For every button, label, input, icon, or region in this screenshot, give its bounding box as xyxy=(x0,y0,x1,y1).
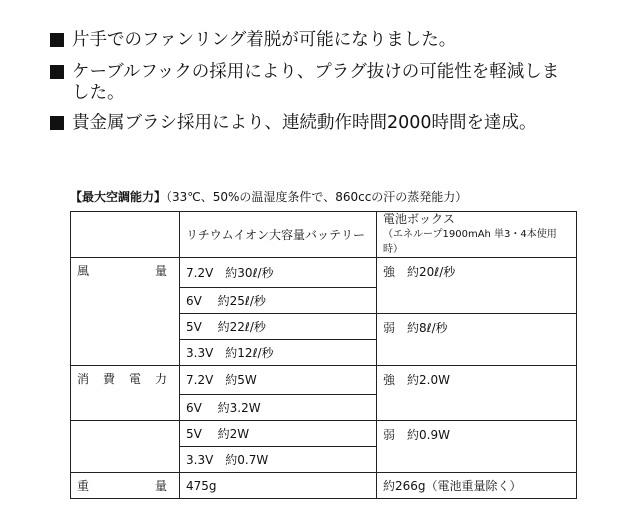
header-battery-box xyxy=(377,212,577,258)
feature-item xyxy=(50,30,630,53)
wind-battery-cell: 6V 約25ℓ/秒 xyxy=(180,287,377,313)
power-label-cell xyxy=(71,421,180,447)
wind-label-cell xyxy=(71,287,180,313)
power-box-cell: 強 約2.0W xyxy=(377,365,577,421)
wind-battery-cell: 3.3V 約12ℓ/秒 xyxy=(180,339,377,365)
weight-box-cell: 約266g（電池重量除く） xyxy=(377,473,577,499)
power-battery-cell: 6V 約3.2W xyxy=(180,395,377,421)
feature-list xyxy=(50,30,630,145)
wind-label: 風 量 xyxy=(77,264,167,278)
feature-text: 貴金属ブラシ採用により、連続動作時間2000時間を達成。 xyxy=(72,113,537,133)
table-row xyxy=(71,421,577,447)
wind-label-cell xyxy=(71,339,180,365)
feature-item xyxy=(50,113,630,136)
power-label-cell xyxy=(71,365,180,395)
weight-label: 重 量 xyxy=(77,479,167,493)
weight-label-cell xyxy=(71,473,180,499)
power-label: 消 費 電 力 xyxy=(77,371,167,386)
square-bullet-icon xyxy=(50,62,72,104)
wind-label-cell xyxy=(71,258,180,288)
feature-item xyxy=(50,62,630,104)
wind-box-cell: 弱 約8ℓ/秒 xyxy=(377,313,577,365)
power-label-cell xyxy=(71,447,180,473)
feature-text: ケーブルフックの採用により、プラグ抜けの可能性を軽減しました。 xyxy=(72,62,560,103)
table-row xyxy=(71,365,577,395)
table-header-row xyxy=(71,212,577,258)
square-bullet-icon xyxy=(50,113,72,136)
header-box-title: 電池ボックス xyxy=(383,212,455,226)
header-battery: リチウムイオン大容量バッテリー xyxy=(180,212,377,258)
table-row xyxy=(71,313,577,339)
wind-battery-cell: 7.2V 約30ℓ/秒 xyxy=(180,258,377,288)
header-box-note: （エネループ1900mAh 単3・4本使用時） xyxy=(383,229,557,255)
power-battery-cell: 5V 約2W xyxy=(180,421,377,447)
feature-text: 片手でのファンリング着脱が可能になりました。 xyxy=(72,30,457,50)
wind-box-cell: 強 約20ℓ/秒 xyxy=(377,258,577,314)
spec-table xyxy=(70,211,577,499)
table-row xyxy=(71,258,577,288)
power-label-cell xyxy=(71,395,180,421)
table-row xyxy=(71,473,577,499)
square-bullet-icon xyxy=(50,30,72,53)
spec-caption-title: 【最大空調能力】 xyxy=(70,190,167,204)
wind-battery-cell: 5V 約22ℓ/秒 xyxy=(180,313,377,339)
wind-label-cell xyxy=(71,313,180,339)
power-battery-cell: 3.3V 約0.7W xyxy=(180,447,377,473)
header-empty-cell xyxy=(71,212,180,258)
weight-battery-cell: 475g xyxy=(180,473,377,499)
spec-caption-conditions: （33℃、50%の温湿度条件で、860ccの汗の蒸発能力） xyxy=(166,190,468,204)
spec-caption xyxy=(70,189,630,205)
power-battery-cell: 7.2V 約5W xyxy=(180,365,377,395)
power-box-cell: 弱 約0.9W xyxy=(377,421,577,473)
